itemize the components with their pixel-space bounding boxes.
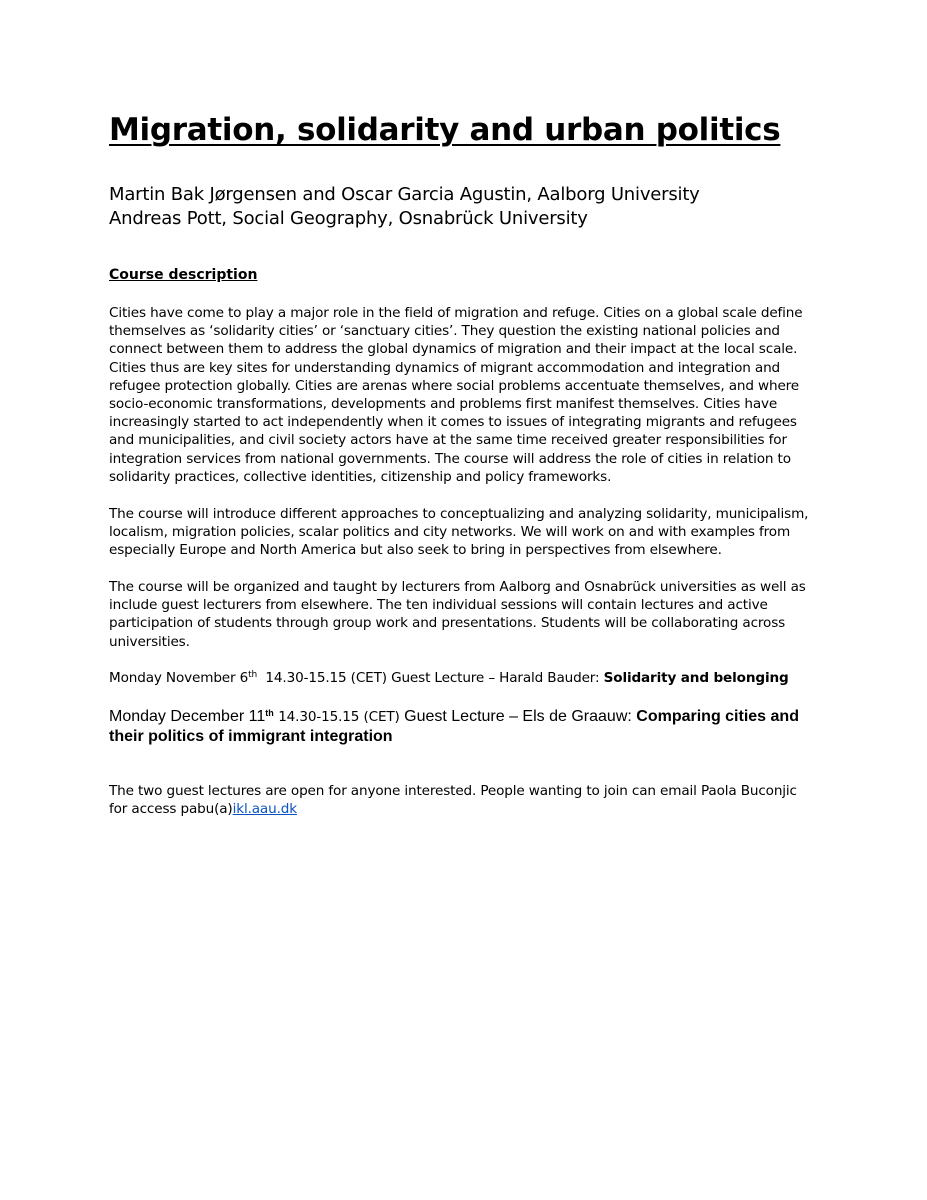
guest-lecture-november [109, 669, 789, 687]
paragraph-organization: The course will be organized and taught by lecturers from Aalborg and Osnabrück universities as well as include guest lecturers from elsewhere. The ten individual sessions will contain lectures and active participation of students through group work and presentations. Students will be collaborating across universities. [109, 579, 806, 650]
lecture-topic: Solidarity and belonging [603, 670, 789, 686]
authors-block [109, 183, 700, 231]
paragraph-approaches: The course will introduce different approaches to conceptualizing and analyzing solidarity, municipalism, localism, migration policies, scalar politics and city networks. We will work on and with examples from especially Europe and North America but also seek to bring in perspectives from elsewhere. [109, 506, 809, 559]
paragraph-cities-role: Cities have come to play a major role in the field of migration and refuge. Cities on a global scale define themselves as ‘solidarity cities’ or ‘sanctuary cities’. They question the existing national policies and connect between them to address the global dynamics of migration and their impact at the local scale. Cities thus are key sites for understanding dynamics of migrant accommodation and integration and refugee protection globally. Cities are arenas where social problems accentuate themselves, and where socio-economic transformations, developments and problems first manifest themselves. Cities have increasingly started to act independently when it comes to issues of integrating migrants and refugees and municipalities, and civil society actors have at the same time received greater responsibilities for integration services from national governments. The course will address the role of cities in relation to solidarity practices, collective identities, citizenship and policy frameworks. [109, 305, 803, 485]
lecture-date-ordinal: th [248, 670, 258, 680]
closing-text: The two guest lectures are open for anyone interested. People wanting to join can email Paola Buconjic for access pabu(a) [109, 783, 797, 818]
lecture-time: 14.30-15.15 (CET) [265, 670, 387, 686]
authors-line-aalborg: Martin Bak Jørgensen and Oscar Garcia Agustin, Aalborg University [109, 184, 700, 205]
document-title: Migration, solidarity and urban politics [109, 112, 781, 148]
closing-paragraph [109, 782, 814, 818]
lecture-speaker: Guest Lecture – Els de Graauw: [404, 708, 632, 725]
lecture-time: 14.30-15.15 (CET) [278, 709, 400, 725]
lecture-topic: Comparing cities and their politics of immigrant integration [109, 708, 799, 745]
lecture-date: Monday December 11 [109, 708, 266, 725]
authors-line-osnabrueck: Andreas Pott, Social Geography, Osnabrück University [109, 208, 588, 229]
lecture-date-ordinal: th [265, 708, 274, 718]
guest-lecture-december [109, 707, 809, 746]
lecture-date: Monday November 6 [109, 670, 249, 686]
email-domain-link[interactable]: ikl.aau.dk [232, 801, 297, 818]
course-description-heading: Course description [109, 267, 258, 283]
lecture-speaker: Guest Lecture – Harald Bauder: [391, 670, 600, 686]
